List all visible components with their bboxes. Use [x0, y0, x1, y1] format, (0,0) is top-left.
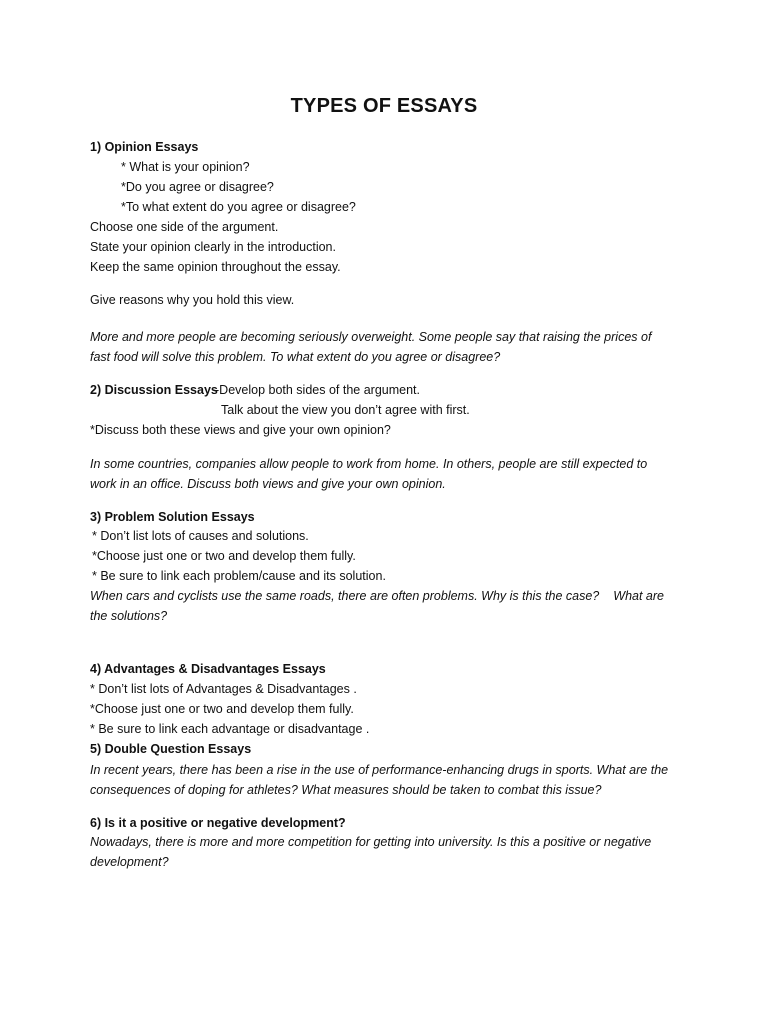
adv-disadv-bullet: *Choose just one or two and develop them fully. [90, 702, 354, 716]
opinion-bullet: * What is your opinion? [121, 160, 250, 174]
problem-solution-example-line: the solutions? [90, 609, 168, 623]
section-heading-opinion: 1) Opinion Essays [90, 140, 199, 154]
adv-disadv-bullet: * Be sure to link each advantage or disadvantage . [90, 722, 370, 736]
section-heading-double-question: 5) Double Question Essays [90, 742, 252, 756]
discussion-example-line: In some countries, companies allow people to work from home. In others, people are still expected to [90, 457, 648, 471]
opinion-bullet: *To what extent do you agree or disagree? [121, 200, 356, 214]
double-question-example-line: consequences of doping for athletes? What measures should be taken to combat this issue? [90, 783, 602, 797]
discussion-example-line: work in an office. Discuss both views and give your own opinion. [90, 477, 446, 491]
opinion-example-line: More and more people are becoming seriously overweight. Some people say that raising the prices of [90, 330, 652, 344]
positive-negative-example-line: development? [90, 855, 169, 869]
problem-solution-bullet: *Choose just one or two and develop them fully. [92, 549, 356, 563]
opinion-reasons: Give reasons why you hold this view. [90, 293, 295, 307]
problem-solution-bullet: * Be sure to link each problem/cause and its solution. [92, 569, 386, 583]
double-question-example-line: In recent years, there has been a rise in the use of performance-enhancing drugs in sports. What are the [90, 763, 669, 777]
opinion-line: Keep the same opinion throughout the essay. [90, 260, 341, 274]
section-heading-adv-disadv: 4) Advantages & Disadvantages Essays [90, 662, 326, 676]
section-heading-discussion: 2) Discussion Essays [90, 383, 218, 397]
discussion-second-line: Talk about the view you don’t agree with first. [221, 403, 470, 417]
adv-disadv-bullet: * Don’t list lots of Advantages & Disadvantages . [90, 682, 357, 696]
problem-solution-bullet: * Don’t list lots of causes and solutions. [92, 529, 309, 543]
opinion-line: Choose one side of the argument. [90, 220, 279, 234]
problem-solution-example-part2: What are [613, 589, 664, 603]
discussion-inline-text: -Develop both sides of the argument. [215, 383, 420, 397]
opinion-bullet: *Do you agree or disagree? [121, 180, 274, 194]
section-heading-problem-solution: 3) Problem Solution Essays [90, 510, 255, 524]
section-heading-positive-negative: 6) Is it a positive or negative development? [90, 816, 346, 830]
problem-solution-example-part1: When cars and cyclists use the same roads, there are often problems. Why is this the case? [90, 589, 600, 603]
positive-negative-example-line: Nowadays, there is more and more competition for getting into university. Is this a positive or negative [90, 835, 652, 849]
document-title: TYPES OF ESSAYS [290, 95, 478, 117]
problem-solution-example-line [90, 588, 664, 604]
opinion-line: State your opinion clearly in the introduction. [90, 240, 336, 254]
opinion-example-line: fast food will solve this problem. To what extent do you agree or disagree? [90, 350, 501, 364]
discussion-note: *Discuss both these views and give your own opinion? [90, 423, 391, 437]
